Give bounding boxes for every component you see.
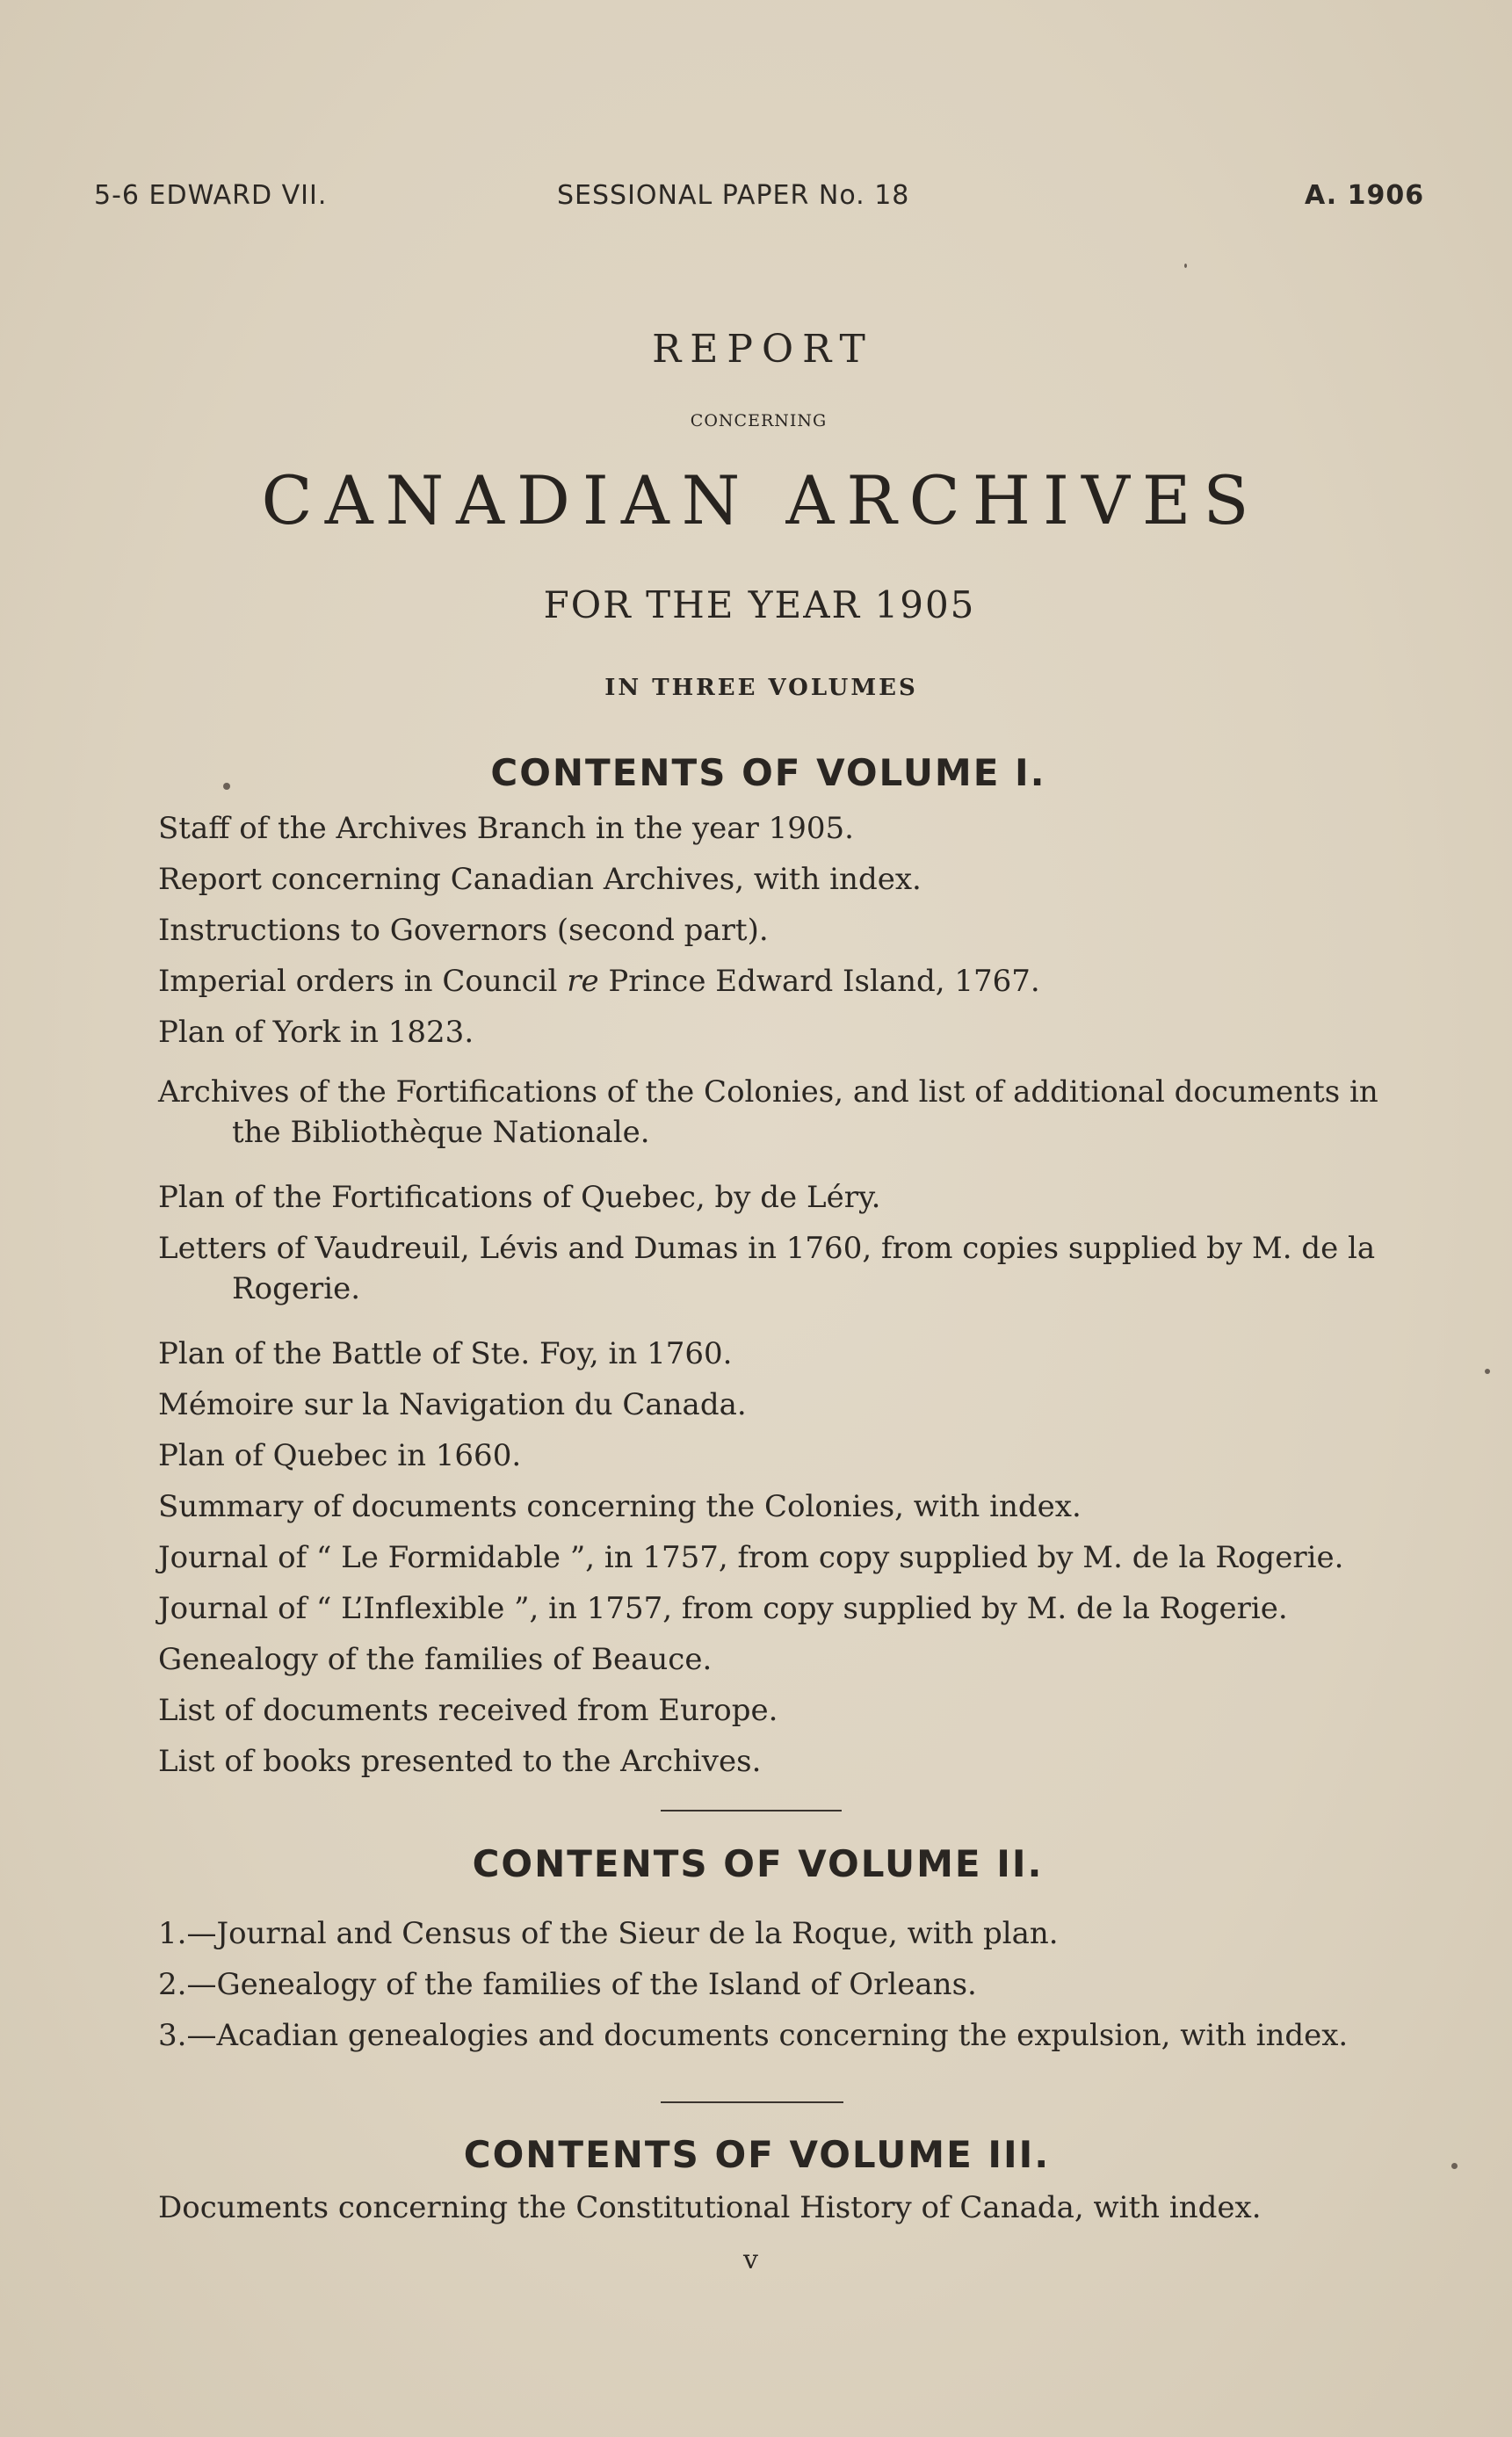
contents-entry-text: 2.—Genealogy of the families of the Island of Orleans. xyxy=(158,1967,977,2002)
contents-entry-text: 1.—Journal and Census of the Sieur de la Roque, with plan. xyxy=(158,1916,1059,1951)
contents-entry xyxy=(158,1690,1423,1731)
contents-entry-text: List of books presented to the Archives. xyxy=(158,1744,762,1779)
contents-entry-text: Plan of the Fortifications of Quebec, by de Léry. xyxy=(158,1180,881,1215)
contents-entry-continuation: Rogerie. xyxy=(232,1271,361,1306)
contents-entry xyxy=(158,859,1423,900)
section-divider xyxy=(661,2101,843,2103)
contents-entry-text: Instructions to Governors (second part). xyxy=(158,913,769,948)
volumes-line: IN THREE VOLUMES xyxy=(604,675,918,701)
contents-entry xyxy=(158,1588,1423,1629)
contents-entry xyxy=(158,910,1423,951)
contents-entry-text: Staff of the Archives Branch in the year 1905. xyxy=(158,811,854,846)
report-heading: REPORT xyxy=(652,327,874,372)
contents-entry-text: Journal of “ Le Formidable ”, in 1757, from copy supplied by M. de la Rogerie. xyxy=(158,1540,1344,1575)
contents-entry xyxy=(158,1385,1423,1425)
section-divider xyxy=(661,1810,842,1811)
paper-speck xyxy=(1184,264,1187,268)
contents-entry-text: Journal of “ L’Inflexible ”, in 1757, from copy supplied by M. de la Rogerie. xyxy=(158,1591,1288,1626)
contents-entry-text: List of documents received from Europe. xyxy=(158,1693,778,1728)
running-header xyxy=(0,180,1512,215)
contents-entry xyxy=(158,808,1423,849)
contents-entry xyxy=(158,2015,1423,2056)
contents-entry-text: Summary of documents concerning the Colonies, with index. xyxy=(158,1489,1082,1524)
contents-entry xyxy=(158,1486,1423,1527)
volume-3-heading: CONTENTS OF VOLUME III. xyxy=(463,2133,1051,2176)
paper-speck xyxy=(1451,2163,1458,2169)
volume-2-heading: CONTENTS OF VOLUME II. xyxy=(472,1842,1044,1885)
contents-entry-text: Plan of York in 1823. xyxy=(158,1015,474,1050)
contents-entry xyxy=(158,1537,1423,1578)
main-title: CANADIAN ARCHIVES xyxy=(261,461,1262,539)
contents-entry-text: Report concerning Canadian Archives, with index. xyxy=(158,862,922,897)
paper-speck xyxy=(223,783,230,790)
contents-entry-text: Letters of Vaudreuil, Lévis and Dumas in 1760, from copies supplied by M. de la xyxy=(158,1231,1376,1266)
contents-entry-text: Archives of the Fortifications of the Colonies, and list of additional documents in xyxy=(158,1074,1378,1110)
contents-entry xyxy=(158,1639,1423,1680)
header-sessional-paper: SESSIONAL PAPER No. 18 xyxy=(557,180,910,211)
contents-entry xyxy=(158,2188,1423,2228)
contents-entry xyxy=(158,1741,1423,1782)
contents-entry-text: Mémoire sur la Navigation du Canada. xyxy=(158,1387,747,1422)
contents-entry xyxy=(158,1228,1423,1309)
concerning-label: CONCERNING xyxy=(690,411,828,430)
contents-entry xyxy=(158,1435,1423,1476)
contents-entry-text: Documents concerning the Constitutional History of Canada, with index. xyxy=(158,2190,1262,2225)
contents-entry xyxy=(158,1964,1423,2005)
year-line: FOR THE YEAR 1905 xyxy=(543,583,976,626)
paper-speck xyxy=(1485,1369,1490,1374)
volume-1-heading: CONTENTS OF VOLUME I. xyxy=(490,751,1046,794)
contents-entry-text: Genealogy of the families of Beauce. xyxy=(158,1642,713,1677)
contents-entry-text: 3.—Acadian genealogies and documents concerning the expulsion, with index. xyxy=(158,2018,1349,2053)
contents-entry xyxy=(158,1334,1423,1374)
contents-entry-text: Plan of Quebec in 1660. xyxy=(158,1438,522,1473)
contents-entry xyxy=(158,1072,1423,1153)
contents-entry xyxy=(158,1012,1423,1052)
contents-entry xyxy=(158,961,1423,1002)
contents-entry xyxy=(158,1177,1423,1218)
contents-entry-continuation: the Bibliothèque Nationale. xyxy=(232,1115,650,1150)
page-number: v xyxy=(743,2245,758,2275)
header-regnal-year: 5-6 EDWARD VII. xyxy=(94,180,328,211)
contents-entry-text: Imperial orders in Council re Prince Edward Island, 1767. xyxy=(158,964,1040,999)
contents-entry-text: Plan of the Battle of Ste. Foy, in 1760. xyxy=(158,1336,733,1371)
contents-entry xyxy=(158,1913,1423,1954)
header-year: A. 1906 xyxy=(1305,180,1425,211)
